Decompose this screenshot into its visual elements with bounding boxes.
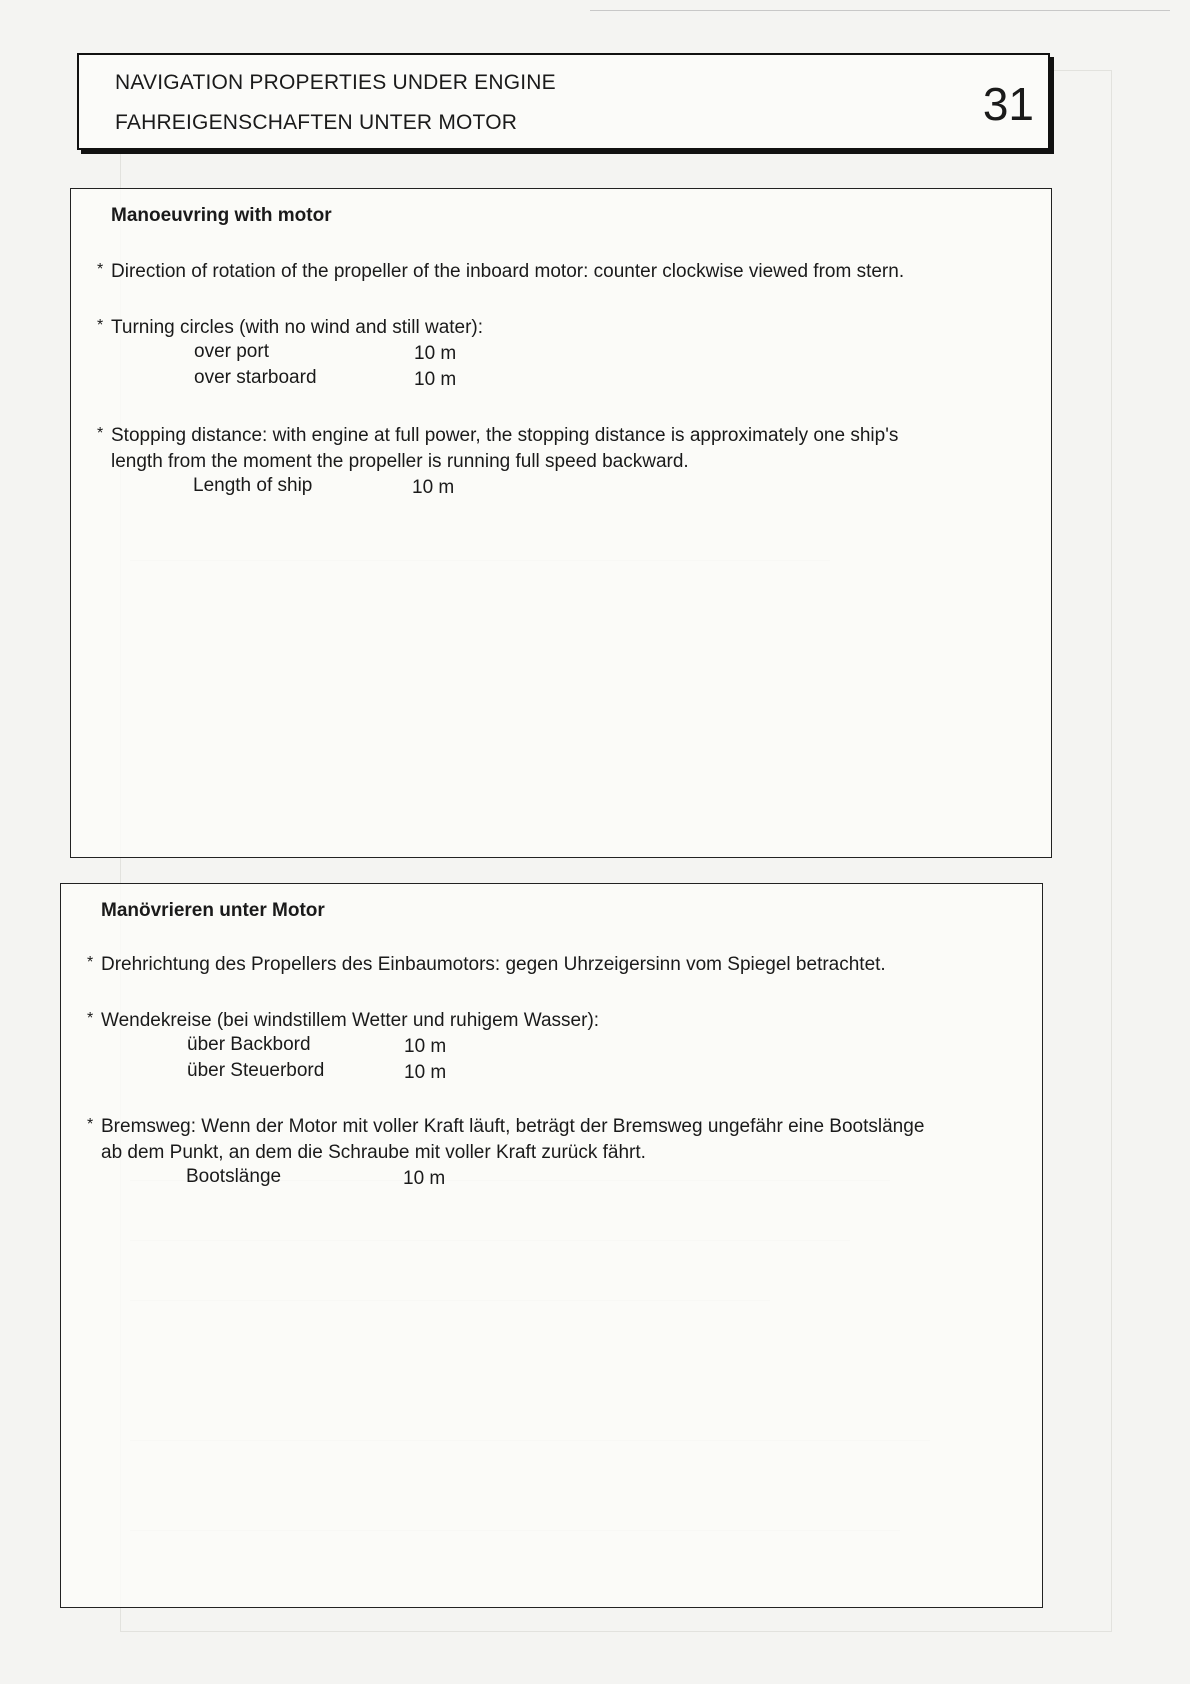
turning-port-label: over port	[194, 341, 269, 362]
page-number: 31	[982, 78, 1034, 130]
stopping-distance-line2: length from the moment the propeller is running full speed backward.	[111, 451, 689, 472]
stopping-distance-line1: * Stopping distance: with engine at full power, the stopping distance is approximately one ship's	[111, 423, 1041, 449]
wendekreise-steuerbord-value: 10 m	[404, 1062, 447, 1083]
wendekreise-title: * Wendekreise (bei windstillem Wetter und ruhigem Wasser):	[101, 1008, 1001, 1034]
page-header	[77, 53, 1050, 150]
wendekreise-backbord-value: 10 m	[404, 1036, 447, 1057]
scan-edge-line	[590, 10, 1170, 11]
section-heading-german: Manövrieren unter Motor	[101, 900, 325, 921]
wendekreise-backbord-label: über Backbord	[187, 1034, 311, 1055]
turning-circles-title: * Turning circles (with no wind and still water):	[111, 315, 1011, 341]
drehrichtung-text: * Drehrichtung des Propellers des Einbaumotors: gegen Uhrzeigersinn vom Spiegel betrachtet.	[101, 952, 1031, 978]
turning-starboard-value: 10 m	[414, 369, 457, 390]
bremsweg-line2: ab dem Punkt, an dem die Schraube mit voller Kraft zurück fährt.	[101, 1142, 646, 1163]
bootslaenge-label: Bootslänge	[186, 1166, 282, 1187]
header-title-german: FAHREIGENSCHAFTEN UNTER MOTOR	[115, 111, 518, 134]
rotation-text: * Direction of rotation of the propeller of the inboard motor: counter clockwise viewed from stern.	[111, 259, 1041, 285]
header-title-english: NAVIGATION PROPERTIES UNDER ENGINE	[115, 71, 556, 94]
ship-length-label: Length of ship	[193, 475, 313, 496]
section-heading-english: Manoeuvring with motor	[111, 205, 332, 226]
turning-port-value: 10 m	[414, 343, 457, 364]
wendekreise-steuerbord-label: über Steuerbord	[187, 1060, 325, 1081]
english-section	[70, 188, 1052, 858]
bremsweg-line1: * Bremsweg: Wenn der Motor mit voller Kraft läuft, beträgt der Bremsweg ungefähr eine Bootslänge	[101, 1114, 1031, 1140]
ship-length-value: 10 m	[412, 477, 455, 498]
german-section	[60, 883, 1043, 1608]
bootslaenge-value: 10 m	[403, 1168, 446, 1189]
turning-starboard-label: over starboard	[194, 367, 317, 388]
